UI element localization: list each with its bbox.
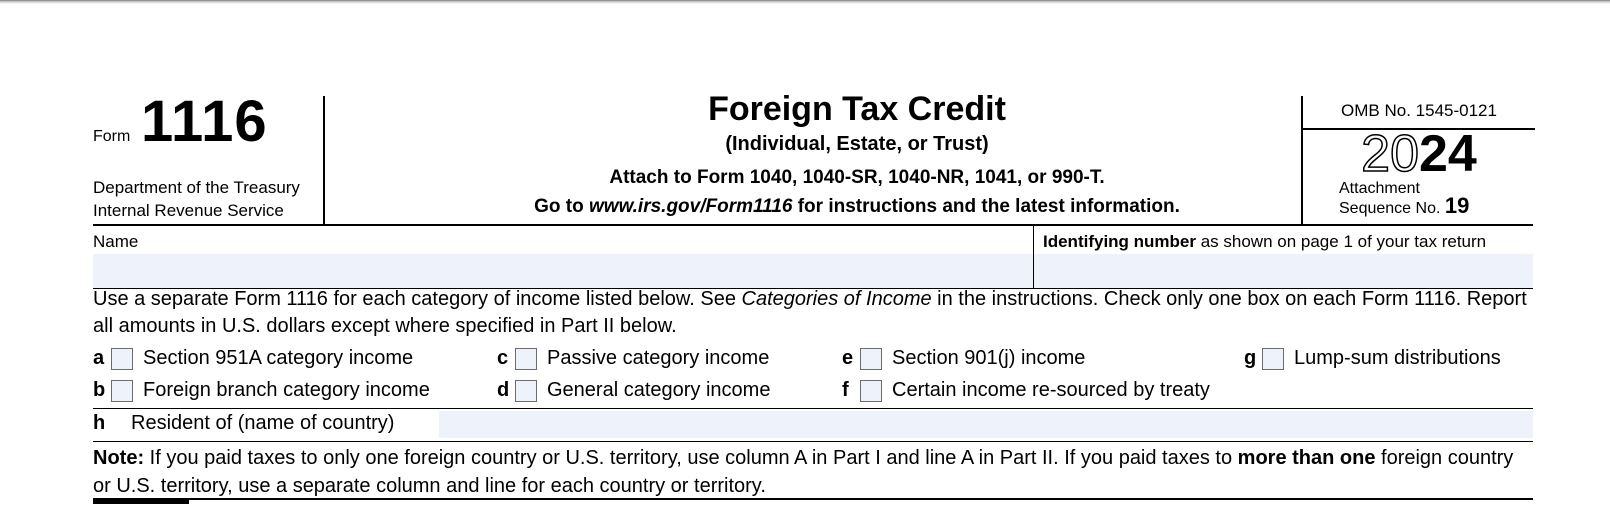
category-a[interactable] <box>93 347 413 370</box>
form-1116 <box>93 89 1533 497</box>
sequence-label: Sequence No. <box>1339 200 1441 217</box>
form-header <box>93 89 1533 226</box>
part-tab <box>93 498 189 504</box>
name-input[interactable] <box>93 254 1033 288</box>
attach-instruction: Attach to Form 1040, 1040-SR, 1040-NR, 1041, or 990-T. <box>609 167 1105 188</box>
irs-link[interactable]: www.irs.gov/Form1116 <box>589 196 793 217</box>
category-label: General category income <box>547 379 771 401</box>
irs-line: Internal Revenue Service <box>93 201 284 220</box>
identifying-number-label-bold: Identifying number <box>1043 232 1196 251</box>
dept-line: Department of the Treasury <box>93 178 300 197</box>
note-paragraph <box>93 444 1533 500</box>
resident-label: Resident of (name of country) <box>131 412 395 434</box>
category-e-checkbox[interactable] <box>860 348 882 370</box>
category-a-checkbox[interactable] <box>111 348 133 370</box>
category-instructions <box>93 286 1533 340</box>
category-label: Foreign branch category income <box>143 379 430 401</box>
category-letter: d <box>497 379 510 401</box>
category-letter: c <box>497 347 509 369</box>
section-divider <box>93 498 1533 500</box>
form-id-block <box>93 89 325 224</box>
category-b[interactable] <box>93 379 430 402</box>
category-c-checkbox[interactable] <box>515 348 537 370</box>
window-top-edge <box>0 0 1610 4</box>
category-letter: f <box>842 379 849 401</box>
resident-country-input[interactable] <box>439 411 1533 438</box>
resident-letter: h <box>93 412 106 434</box>
note-text-2: foreign country or U.S. territory, use a separate column and line for each country or territory. <box>93 447 1514 497</box>
category-letter: g <box>1244 347 1257 369</box>
goto-instruction <box>325 196 1389 218</box>
identifying-number-cell <box>1034 226 1533 288</box>
category-label: Lump-sum distributions <box>1294 347 1501 369</box>
sequence-number: 19 <box>1444 193 1470 218</box>
attachment-sequence <box>1339 180 1469 217</box>
name-cell <box>93 226 1034 288</box>
goto-prefix: Go to <box>534 196 590 217</box>
category-e[interactable] <box>842 347 1085 370</box>
form-word: Form <box>93 128 131 145</box>
tax-year-prefix: 20 <box>1361 125 1419 183</box>
omb-block <box>1301 96 1535 224</box>
name-label: Name <box>93 232 139 251</box>
category-letter: b <box>93 379 106 401</box>
identifying-number-label <box>1043 232 1486 252</box>
category-g-checkbox[interactable] <box>1262 348 1284 370</box>
title-block <box>325 90 1389 224</box>
tax-year <box>1303 126 1535 182</box>
omb-number: OMB No. 1545-0121 <box>1303 96 1535 130</box>
instructions-text-1: Use a separate Form 1116 for each category of income listed below. See <box>93 288 742 310</box>
category-label: Passive category income <box>547 347 770 369</box>
agency-block <box>93 176 300 222</box>
resident-row <box>93 408 1533 442</box>
note-bold-2: more than one <box>1237 447 1376 469</box>
category-f[interactable] <box>842 379 1210 402</box>
form-number: 1116 <box>141 89 268 154</box>
category-label: Certain income re-sourced by treaty <box>892 379 1210 401</box>
identifying-number-input[interactable] <box>1034 254 1533 288</box>
category-letter: e <box>842 347 854 369</box>
category-d[interactable] <box>497 379 770 402</box>
category-d-checkbox[interactable] <box>515 380 537 402</box>
category-g[interactable] <box>1244 347 1501 370</box>
tax-year-suffix: 24 <box>1419 125 1477 183</box>
form-subtitle: (Individual, Estate, or Trust) <box>725 133 989 155</box>
category-label: Section 901(j) income <box>892 347 1086 369</box>
category-label: Section 951A category income <box>143 347 414 369</box>
instructions-italic: Categories of Income <box>741 288 932 310</box>
category-f-checkbox[interactable] <box>860 380 882 402</box>
instructions-text-2: in the instructions. Check only one box on each Form 1116. Report all amounts in U.S. dollars except where specified in Part II below. <box>93 288 1527 337</box>
name-row <box>93 226 1533 289</box>
goto-suffix: for instructions and the latest information. <box>792 196 1180 217</box>
attachment-label: Attachment <box>1339 180 1420 197</box>
category-b-checkbox[interactable] <box>111 380 133 402</box>
form-title: Foreign Tax Credit <box>708 90 1006 128</box>
category-c[interactable] <box>497 347 769 370</box>
note-text-1: If you paid taxes to only one foreign country or U.S. territory, use column A in Part I and line A in Part II. If you paid taxes to <box>144 447 1238 469</box>
identifying-number-label-rest: as shown on page 1 of your tax return <box>1196 232 1487 251</box>
category-letter: a <box>93 347 105 369</box>
note-bold-1: Note: <box>93 447 145 469</box>
